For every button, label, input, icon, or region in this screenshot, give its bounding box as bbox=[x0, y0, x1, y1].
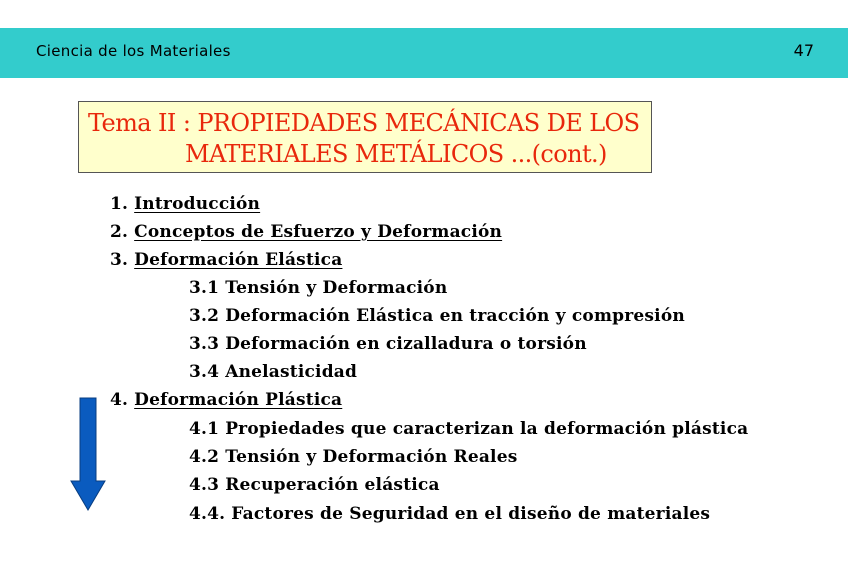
toc-item-3-4 bbox=[189, 362, 357, 382]
toc-item-label: Deformación Elástica bbox=[134, 250, 343, 270]
toc-item-number: 2. bbox=[110, 222, 129, 242]
header-title: Ciencia de los Materiales bbox=[36, 42, 231, 60]
toc-item-number: 3.3 bbox=[189, 334, 220, 354]
toc-item-4-4 bbox=[189, 504, 710, 524]
toc-item-label: Recuperación elástica bbox=[225, 475, 440, 495]
title-box bbox=[78, 101, 652, 173]
toc-item-label: Deformación Plástica bbox=[134, 390, 343, 410]
title-line-1: Tema II : PROPIEDADES MECÁNICAS DE LOS bbox=[88, 109, 640, 137]
toc-item-label: Tensión y Deformación bbox=[225, 278, 448, 298]
toc-item-number: 3.2 bbox=[189, 306, 220, 326]
toc-item-label: Deformación Elástica en tracción y compresión bbox=[225, 306, 685, 326]
toc-item-1 bbox=[110, 194, 260, 214]
toc-item-number: 4. bbox=[110, 390, 129, 410]
toc-item-label: Propiedades que caracterizan la deformación plástica bbox=[225, 419, 749, 439]
toc-item-label: Deformación en cizalladura o torsión bbox=[225, 334, 587, 354]
toc-item-number: 3.1 bbox=[189, 278, 220, 298]
header-bar bbox=[0, 28, 848, 78]
toc-item-3-2 bbox=[189, 306, 685, 326]
toc-item-label: Conceptos de Esfuerzo y Deformación bbox=[134, 222, 503, 242]
toc-item-3 bbox=[110, 250, 342, 270]
toc-item-number: 4.4. bbox=[189, 504, 226, 524]
toc-item-label: Tensión y Deformación Reales bbox=[225, 447, 518, 467]
toc-item-number: 4.2 bbox=[189, 447, 220, 467]
toc-item-label: Factores de Seguridad en el diseño de materiales bbox=[231, 504, 711, 524]
toc-item-3-1 bbox=[189, 278, 447, 298]
toc-item-2 bbox=[110, 222, 502, 242]
title-line-2: MATERIALES METÁLICOS ...(cont.) bbox=[185, 140, 607, 168]
toc-item-4-2 bbox=[189, 447, 518, 467]
toc-item-4 bbox=[110, 390, 342, 410]
toc-item-number: 3.4 bbox=[189, 362, 220, 382]
toc-item-number: 4.1 bbox=[189, 419, 220, 439]
toc-item-number: 1. bbox=[110, 194, 129, 214]
toc-item-number: 3. bbox=[110, 250, 129, 270]
toc-item-label: Introducción bbox=[134, 194, 261, 214]
down-arrow-icon bbox=[70, 397, 106, 511]
toc-item-label: Anelasticidad bbox=[225, 362, 358, 382]
toc-item-4-3 bbox=[189, 475, 440, 495]
toc-item-3-3 bbox=[189, 334, 587, 354]
page-number: 47 bbox=[793, 41, 814, 60]
toc-item-4-1 bbox=[189, 419, 748, 439]
toc-item-number: 4.3 bbox=[189, 475, 220, 495]
